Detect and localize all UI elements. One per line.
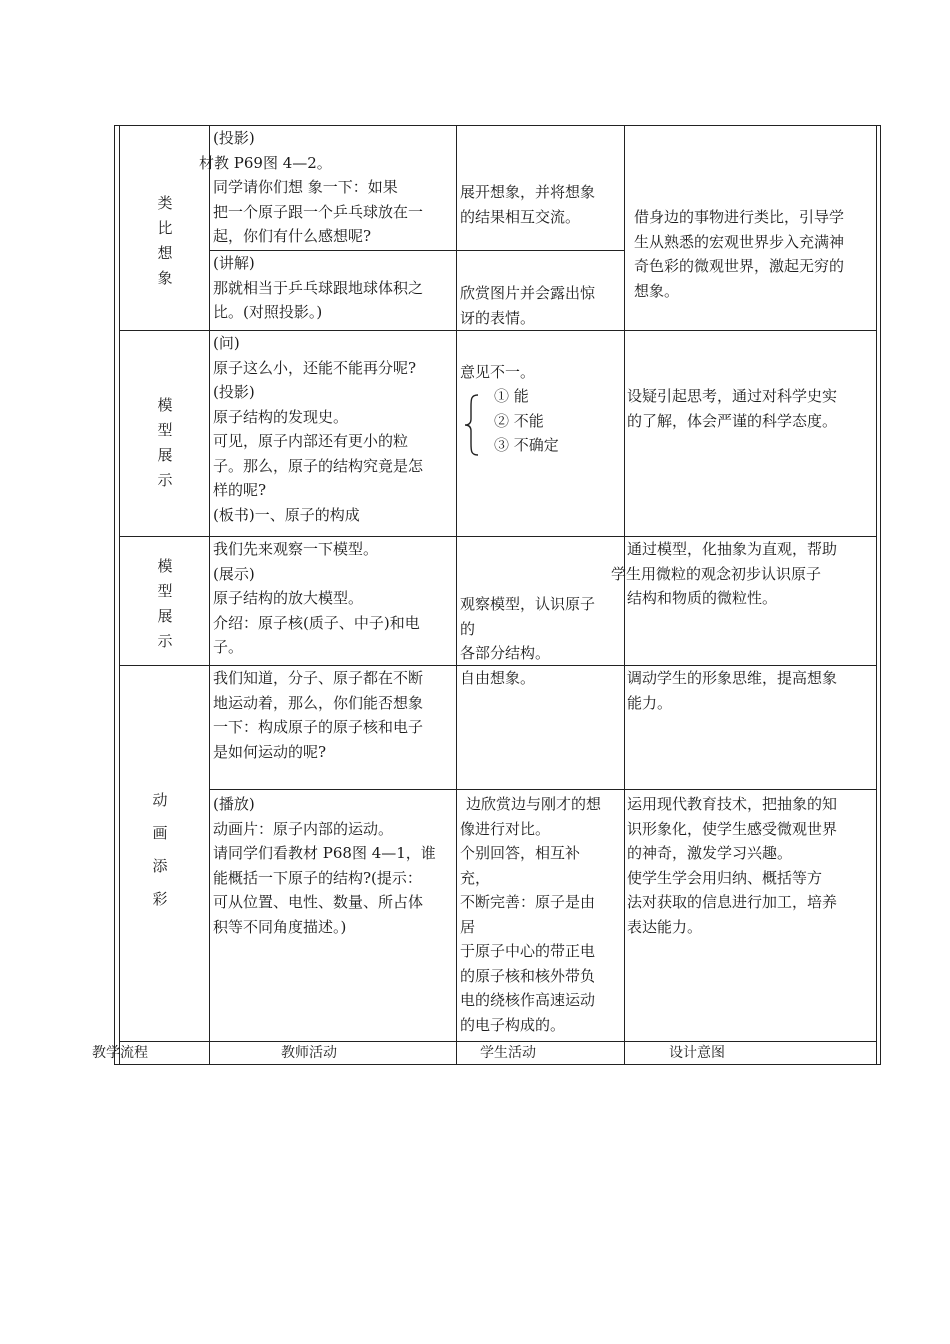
section-label-analogy [153, 191, 177, 291]
design-cell-analogy [634, 205, 844, 303]
text-line: 是如何运动的呢? [213, 742, 327, 761]
text-line: 运用现代教育技术，把抽象的知 [627, 795, 838, 813]
footer-col-flow: 教学流程 [92, 1045, 148, 1061]
student-cell-model-1 [460, 360, 535, 385]
table-bottom-border [114, 1064, 881, 1065]
text-line: 想象。 [634, 281, 680, 300]
section-label-char: 象 [157, 269, 173, 287]
section-char [153, 393, 177, 493]
text-line: 的结果相互交流。 [460, 207, 581, 226]
footer-col-student: 学生活动 [480, 1045, 536, 1061]
teacher-cell-model-1 [213, 331, 423, 527]
text-line: 的电子构成的。 [460, 1015, 566, 1034]
section-label-char: 添 [152, 857, 168, 875]
text-line: (投影) [213, 129, 255, 147]
text-line: 一下：构成原子的原子核和电子 [213, 718, 424, 736]
text-line: 原子这么小，还能不能再分呢? [213, 358, 417, 377]
option-item: ③ 不确定 [494, 436, 559, 454]
text-line: 的神奇，激发学习兴趣。 [627, 844, 793, 862]
section-label-char: 模 [157, 557, 173, 575]
row-divider-footer [119, 1041, 876, 1042]
text-line: 生从熟悉的宏观世界步入充满神 [634, 232, 845, 251]
text-line: 的了解，体会严谨的科学态度。 [627, 411, 838, 430]
text-line: 的 [460, 619, 476, 638]
text-line: 识形象化，使学生感受微观世界 [627, 819, 838, 838]
student-cell-analogy-b [460, 281, 595, 330]
section-label-animation [148, 784, 172, 916]
text-line: 各部分结构。 [460, 644, 551, 662]
section-label-char: 彩 [152, 890, 168, 908]
footer-col-design: 设计意图 [669, 1045, 725, 1061]
student-cell-animation-a [460, 666, 535, 691]
student-cell-model-2 [460, 592, 595, 666]
col-divider-1 [209, 125, 210, 1065]
text-line: 不断完善：原子是由 [460, 893, 596, 911]
section-label-char: 动 [152, 791, 168, 809]
teacher-cell-analogy-a [199, 126, 424, 249]
text-line: 展开想象，并将想象 [460, 183, 596, 201]
text-line: 边欣赏边与刚才的想 [466, 795, 602, 813]
footer-col-teacher: 教师活动 [281, 1045, 337, 1061]
section-char [153, 554, 177, 654]
text-line: (投影) [213, 383, 255, 401]
text-line: (板书)一、原子的构成 [213, 505, 360, 524]
col-divider-3 [624, 125, 625, 1065]
text-line: 子。那么，原子的结构究竟是怎 [213, 456, 424, 475]
table-right-border [880, 125, 881, 1065]
section-label-model-1 [153, 393, 177, 493]
text-line: 欣赏图片并会露出惊 [460, 284, 596, 302]
section-label-char: 模 [157, 396, 173, 414]
text-line: 结构和物质的微粒性。 [627, 589, 778, 607]
text-line: 借身边的事物进行类比，引导学 [634, 208, 845, 226]
text-line: 电的绕核作高速运动 [460, 991, 596, 1009]
text-line: 能力。 [627, 693, 673, 712]
design-cell-model-2 [611, 537, 838, 611]
section-label-char: 示 [157, 471, 173, 489]
text-line: 积等不同角度描述。) [213, 917, 347, 936]
text-line: 子。 [213, 638, 244, 656]
left-brace-icon [462, 393, 480, 457]
text-line: 样的呢? [213, 481, 267, 499]
text-line: 观察模型，认识原子 [460, 595, 596, 613]
text-line: 可从位置、电性、数量、所占体 [213, 893, 424, 911]
text-line: 设疑引起思考，通过对科学史实 [627, 387, 838, 405]
text-line: 充， [460, 868, 491, 887]
teacher-cell-model-2 [213, 537, 420, 660]
teacher-cell-analogy-b [213, 251, 423, 325]
text-line: 原子结构的发现史。 [213, 407, 349, 426]
text-line: 请同学们看教材 P68图 4—1，谁 [213, 844, 436, 862]
section-label-char: 想 [157, 244, 173, 262]
section-char [148, 784, 172, 916]
teacher-cell-animation-a [213, 666, 423, 764]
text-line: 奇色彩的微观世界，激起无穷的 [634, 257, 845, 275]
text-line: 那就相当于乒乓球跟地球体积之 [213, 278, 424, 297]
table-right-border-inner [876, 125, 877, 1065]
text-line: 自由想象。 [460, 669, 536, 687]
teacher-cell-animation-b [213, 792, 436, 939]
table-left-border-inner [119, 125, 120, 1065]
text-line: 居 [460, 917, 476, 936]
text-line: 我们先来观察一下模型。 [213, 540, 379, 558]
section-label-model-2 [153, 554, 177, 654]
text-line: 通过模型，化抽象为直观，帮助 [627, 540, 838, 558]
text-line: 像进行对比。 [460, 819, 551, 838]
text-line: 调动学生的形象思维，提高想象 [627, 669, 838, 687]
text-line: 于原子中心的带正电 [460, 942, 596, 960]
student-cell-animation-b [460, 792, 601, 1037]
text-line: 同学请你们想 象一下：如果 [213, 178, 398, 196]
text-line: 讶的表情。 [460, 308, 536, 327]
text-line: 学生用微粒的观念初步认识原子 [611, 564, 822, 583]
section-char [153, 191, 177, 291]
section-label-char: 类 [157, 194, 173, 212]
section-label-char: 比 [157, 219, 173, 237]
text-line: 表达能力。 [627, 917, 703, 936]
col-divider-2 [456, 125, 457, 1065]
text-line: 介绍：原子核(质子、中子)和电 [213, 613, 420, 632]
text-line: 原子结构的放大模型。 [213, 589, 364, 607]
row-divider-4b [209, 789, 876, 790]
text-line: 动画片：原子内部的运动。 [213, 819, 394, 838]
section-label-char: 画 [152, 824, 168, 842]
text-line: 个别回答，相互补 [460, 844, 581, 862]
text-line: 可见，原子内部还有更小的粒 [213, 432, 409, 450]
section-label-char: 示 [157, 632, 173, 650]
text-line: 我们知道，分子、原子都在不断 [213, 669, 424, 687]
text-line: 能概括一下原子的结构?(提示： [213, 868, 422, 887]
text-line: 地运动着，那么，你们能否想象 [213, 693, 424, 712]
student-options-model-1 [494, 384, 559, 458]
design-cell-animation-a [627, 666, 837, 715]
section-label-char: 型 [157, 421, 173, 439]
text-line: 意见不一。 [460, 363, 536, 381]
section-label-char: 展 [157, 446, 173, 464]
text-line: 材教 P69图 4—2。 [199, 153, 332, 172]
table-left-border [114, 125, 115, 1065]
design-cell-animation-b [627, 792, 837, 939]
text-line: 起，你们有什么感想呢? [213, 227, 372, 245]
text-line: (播放) [213, 795, 255, 813]
section-label-char: 型 [157, 582, 173, 600]
student-cell-analogy-a [460, 180, 595, 229]
text-line: 把一个原子跟一个乒乓球放在一 [213, 202, 424, 221]
design-cell-model-1 [627, 384, 837, 433]
text-line: 的原子核和核外带负 [460, 966, 596, 985]
text-line: 比。(对照投影。) [213, 303, 323, 321]
section-label-char: 展 [157, 607, 173, 625]
option-item: ② 不能 [494, 411, 544, 430]
option-item: ① 能 [494, 387, 529, 405]
text-line: (展示) [213, 564, 255, 583]
text-line: (讲解) [213, 254, 255, 272]
text-line: 法对获取的信息进行加工，培养 [627, 893, 838, 911]
text-line: 使学生学会用归纳、概括等方 [627, 868, 823, 887]
text-line: (问) [213, 334, 240, 352]
